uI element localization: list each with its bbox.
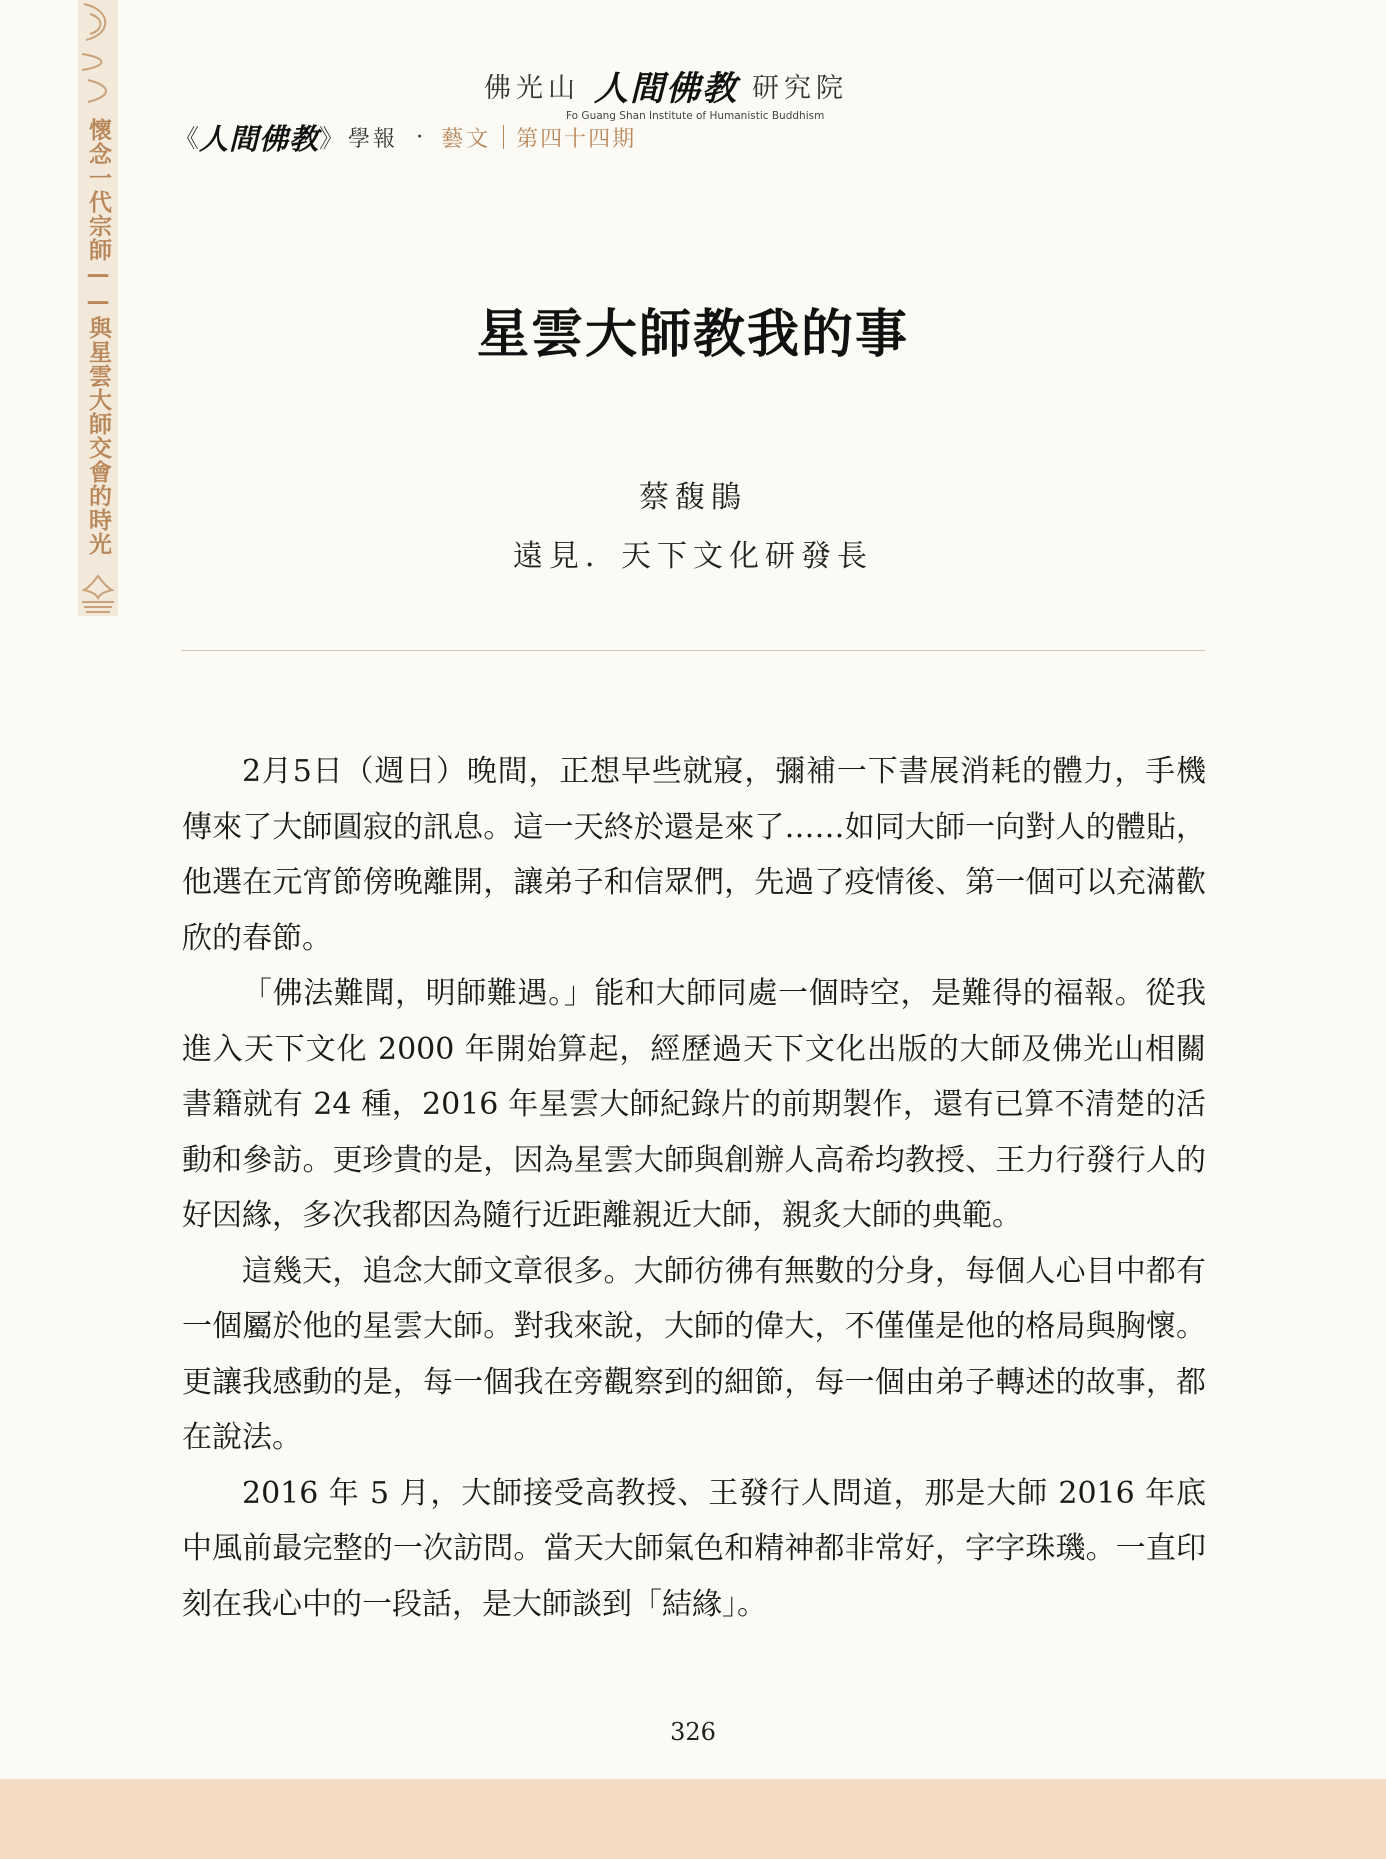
footer-band [0, 1779, 1386, 1859]
author-affiliation: 遠見．天下文化研發長 [513, 539, 873, 574]
article-body [182, 744, 1206, 1632]
page-number: 326 [670, 1718, 716, 1746]
lotus-ornament-icon [78, 572, 118, 616]
header-divider [503, 125, 504, 149]
institute-script-logo: 人間佛教 [594, 68, 738, 109]
institute-english-name: Fo Guang Shan Institute of Humanistic Buddhism [566, 110, 825, 122]
author-name: 蔡馥鵑 [639, 480, 747, 515]
article-title: 星雲大師教我的事 [476, 304, 909, 365]
body-paragraph: 這幾天，追念大師文章很多。大師彷彿有無數的分身，每個人心目中都有一個屬於他的星雲大師。對我來說，大師的偉大，不僅僅是他的格局與胸懷。更讓我感動的是，每一個我在旁觀察到的細節，每一個由弟子轉述的故事，都在說法。 [182, 1253, 1206, 1455]
title-divider [181, 650, 1205, 651]
institute-prefix: 佛光山 [484, 72, 580, 104]
journal-header [174, 118, 636, 156]
body-paragraph: 2月5日（週日）晚間，正想早些就寢，彌補一下書展消耗的體力，手機傳來了大師圓寂的訊息。這一天終於還是來了……如同大師一向對人的體貼，他選在元宵節傍晚離開，讓弟子和信眾們，先過了疫情後、第一個可以充滿歡欣的春節。 [182, 754, 1206, 956]
header-separator-dot: · [416, 124, 424, 150]
journal-bracket-close: 》 [319, 124, 345, 153]
journal-bracket-open: 《 [174, 124, 200, 153]
body-paragraph: 「佛法難聞，明師難遇。」能和大師同處一個時空，是難得的福報。從我進入天下文化 2000 年開始算起，經歷過天下文化出版的大師及佛光山相關書籍就有 24 種，2016 年星雲大師紀錄片的前期製作，還有已算不清楚的活動和參訪。更珍貴的是，因為星雲大師與創辦人高希均教授、王力行發行人的好因緣，多次我都因為隨行近距離親近大師，親炙大師的典範。 [182, 976, 1206, 1233]
body-paragraph: 2016 年 5 月，大師接受高教授、王發行人問道，那是大師 2016 年底中風前最完整的一次訪問。當天大師氣色和精神都非常好，字字珠璣。一直印刻在我心中的一段話，是大師談到「結緣」。 [182, 1475, 1206, 1622]
cloud-ornament-icon [78, 0, 118, 112]
section-name: 藝文 [441, 126, 492, 152]
side-tab-title: 懷念一代宗師——與星雲大師交會的時光 [85, 118, 111, 556]
institute-suffix: 研究院 [752, 72, 848, 104]
journal-script-logo: 人間佛教 [199, 121, 320, 156]
institute-name [484, 62, 904, 108]
issue-number: 第四十四期 [516, 126, 637, 152]
journal-suffix: 學報 [348, 126, 399, 152]
